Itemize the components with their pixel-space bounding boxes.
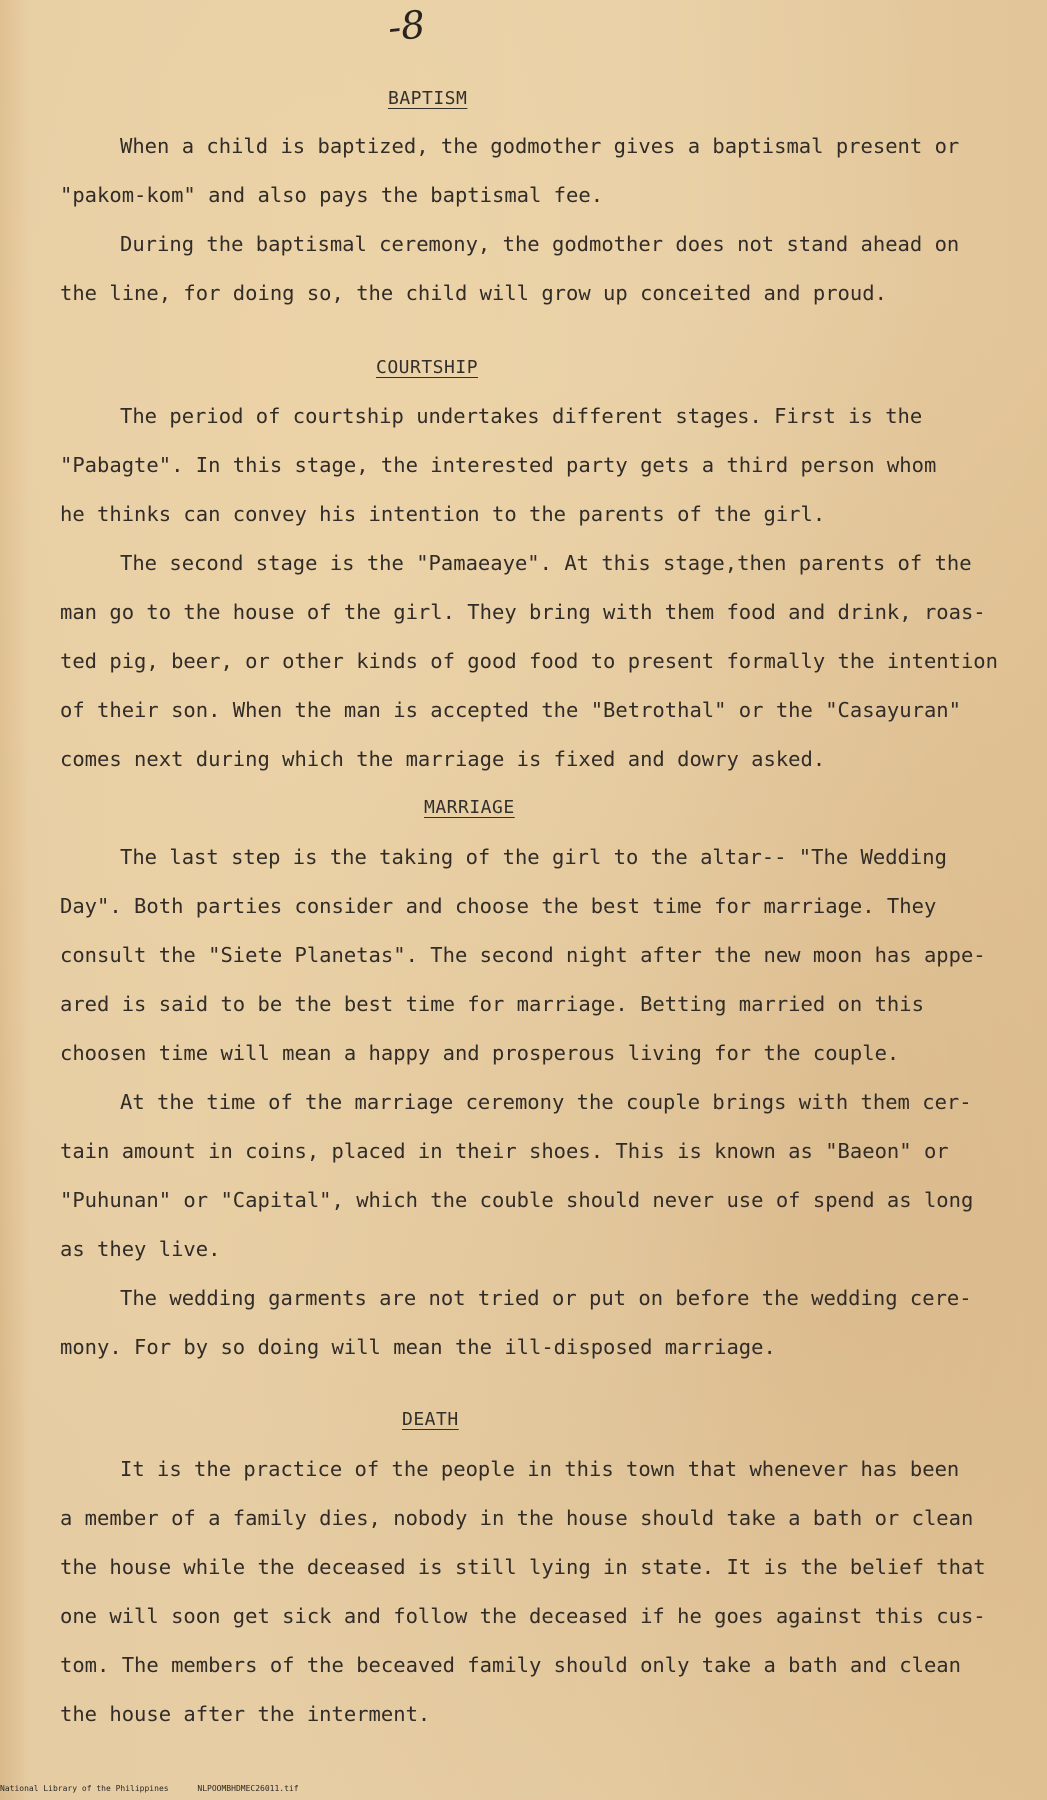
paragraph-line: a member of a family dies, nobody in the house should take a bath or clean: [60, 1506, 974, 1530]
paragraph-line: comes next during which the marriage is fixed and dowry asked.: [60, 747, 826, 771]
page-number: -8: [385, 2, 428, 50]
heading-death: DEATH: [402, 1409, 459, 1430]
paragraph-line: mony. For by so doing will mean the ill-disposed marriage.: [60, 1335, 776, 1359]
paragraph-line: of their son. When the man is accepted the "Betrothal" or the "Casayuran": [60, 698, 961, 722]
paragraph-line: one will soon get sick and follow the deceased if he goes against this cus-: [60, 1604, 986, 1628]
paragraph-line: the house while the deceased is still lying in state. It is the belief that: [60, 1555, 986, 1579]
heading-baptism: BAPTISM: [388, 88, 468, 109]
paragraph-line: "pakom-kom" and also pays the baptismal fee.: [60, 183, 604, 207]
paragraph-line: ted pig, beer, or other kinds of good food to present formally the intention: [60, 649, 998, 673]
paragraph-line: he thinks can convey his intention to the parents of the girl.: [60, 502, 826, 526]
paragraph-line: the house after the interment.: [60, 1702, 431, 1726]
paragraph-line: as they live.: [60, 1237, 221, 1261]
paragraph-line: During the baptismal ceremony, the godmother does not stand ahead on: [120, 232, 960, 256]
paragraph-line: tom. The members of the beceaved family should only take a bath and clean: [60, 1653, 961, 1677]
heading-marriage: MARRIAGE: [424, 797, 515, 818]
paragraph-line: Day". Both parties consider and choose the best time for marriage. They: [60, 894, 937, 918]
heading-courtship: COURTSHIP: [376, 357, 479, 378]
paragraph-line: The period of courtship undertakes different stages. First is the: [120, 404, 923, 428]
paragraph-line: When a child is baptized, the godmother gives a baptismal present or: [120, 134, 960, 158]
paragraph-line: tain amount in coins, placed in their shoes. This is known as "Baeon" or: [60, 1139, 949, 1163]
paragraph-line: the line, for doing so, the child will grow up conceited and proud.: [60, 281, 887, 305]
paragraph-line: It is the practice of the people in this town that whenever has been: [120, 1457, 960, 1481]
paragraph-line: "Puhunan" or "Capital", which the couble should never use of spend as long: [60, 1188, 974, 1212]
paragraph-line: At the time of the marriage ceremony the couple brings with them cer-: [120, 1090, 972, 1114]
paragraph-line: The second stage is the "Pamaeaye". At this stage,then parents of the: [120, 551, 972, 575]
paragraph-line: The wedding garments are not tried or put on before the wedding cere-: [120, 1286, 972, 1310]
paragraph-line: choosen time will mean a happy and prosperous living for the couple.: [60, 1041, 900, 1065]
paragraph-line: ared is said to be the best time for marriage. Betting married on this: [60, 992, 924, 1016]
footer-library: National Library of the Philippines: [0, 1784, 169, 1793]
paragraph-line: "Pabagte". In this stage, the interested party gets a third person whom: [60, 453, 937, 477]
footer-file-id: NLPOOMBHDMEC26011.tif: [197, 1784, 299, 1793]
paragraph-line: consult the "Siete Planetas". The second night after the new moon has appe-: [60, 943, 986, 967]
paragraph-line: man go to the house of the girl. They bring with them food and drink, roas-: [60, 600, 986, 624]
scan-footer: [0, 1784, 323, 1793]
paragraph-line: The last step is the taking of the girl to the altar-- "The Wedding: [120, 845, 947, 869]
